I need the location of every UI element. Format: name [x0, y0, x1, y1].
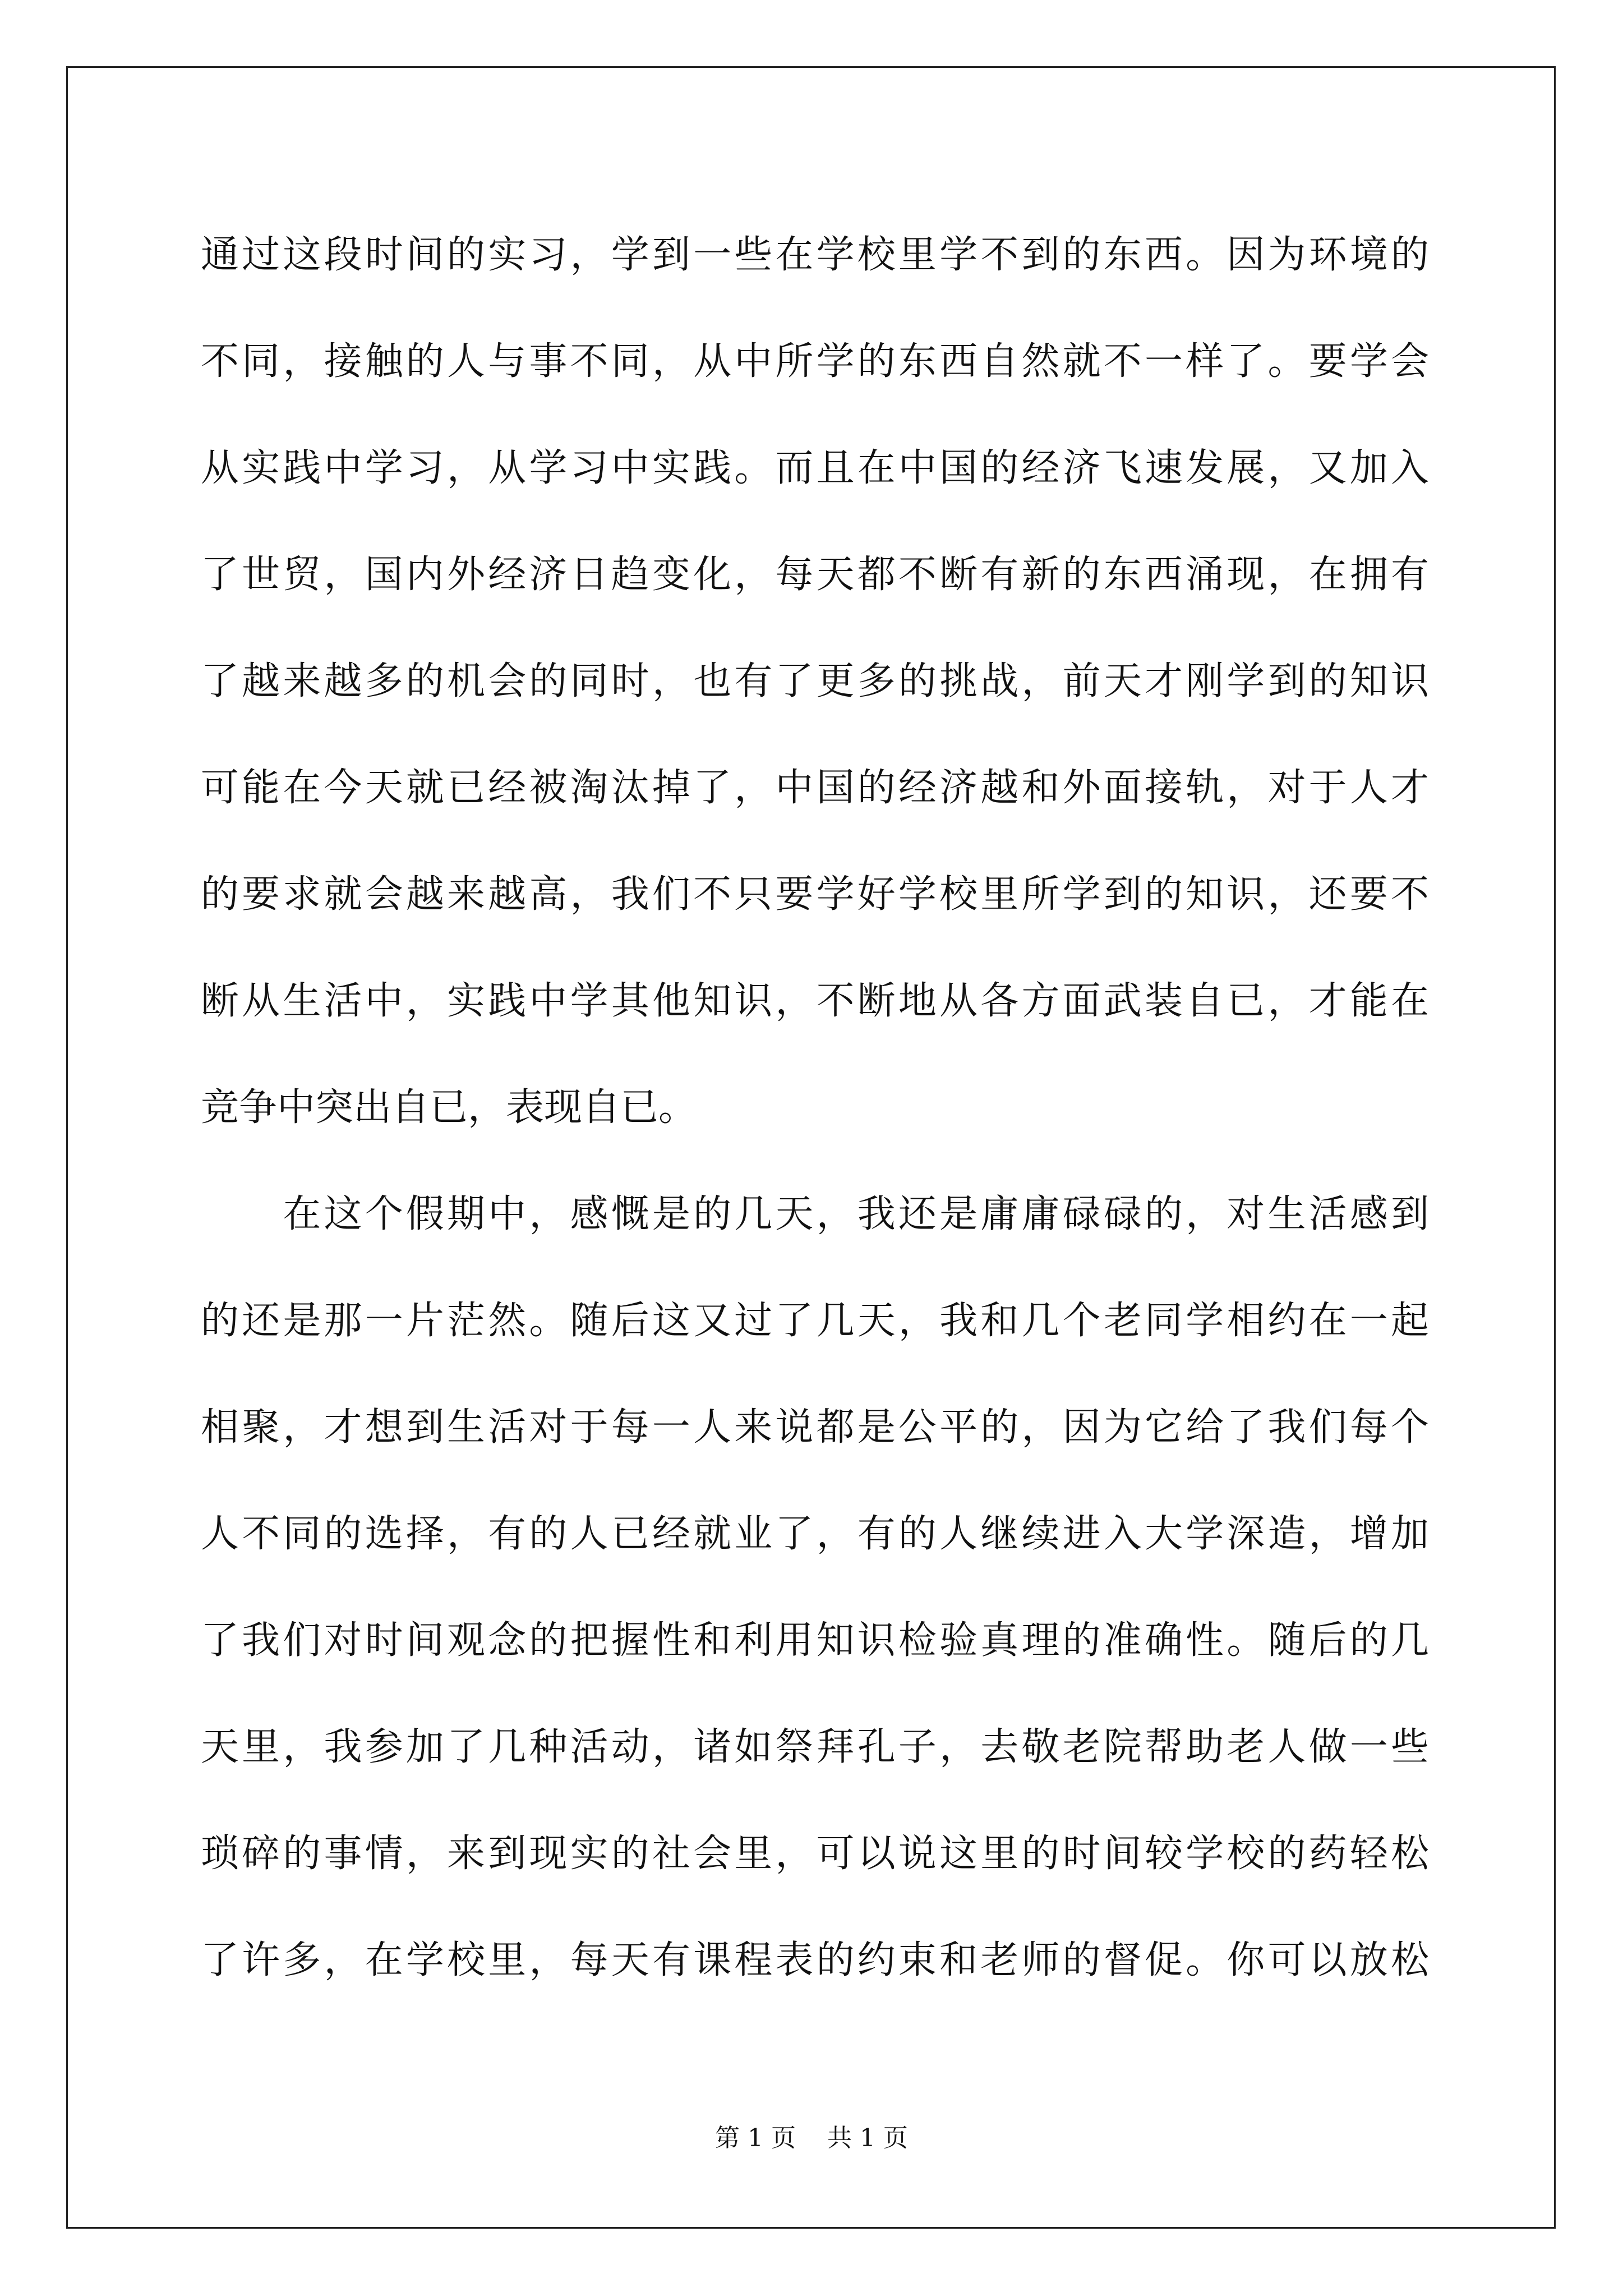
text-line: 了越来越多的机会的同时，也有了更多的挑战，前天才刚学到的知识	[201, 659, 1429, 703]
paragraph-1	[201, 202, 1429, 1161]
text-line: 竞争中突出自已，表现自已。	[201, 1085, 697, 1130]
text-line: 从实践中学习，从学习中实践。而且在中国的经济飞速发展，又加入	[201, 446, 1429, 490]
text-line: 了我们对时间观念的把握性和利用知识检验真理的准确性。随后的几	[201, 1618, 1429, 1663]
text-line: 琐碎的事情，来到现实的社会里，可以说这里的时间较学校的药轻松	[201, 1832, 1429, 1876]
text-line: 了许多，在学校里，每天有课程表的约束和老师的督促。你可以放松	[201, 1938, 1429, 1982]
text-line: 的要求就会越来越高，我们不只要学好学校里所学到的知识，还要不	[201, 872, 1429, 917]
page-total: 共 1 页	[827, 2124, 908, 2152]
paragraph-2	[201, 1161, 1429, 2014]
page-number: 第 1 页	[715, 2124, 796, 2152]
text-line: 了世贸，国内外经济日趋变化，每天都不断有新的东西涌现，在拥有	[201, 553, 1429, 597]
text-line: 在这个假期中，感慨是的几天，我还是庸庸碌碌的，对生活感到	[201, 1192, 1429, 1236]
text-line: 相聚，才想到生活对于每一人来说都是公平的，因为它给了我们每个	[201, 1405, 1429, 1450]
text-line: 的还是那一片茫然。随后这又过了几天，我和几个老同学相约在一起	[201, 1299, 1429, 1343]
text-line: 通过这段时间的实习，学到一些在学校里学不到的东西。因为环境的	[201, 233, 1429, 277]
text-line: 断从生活中，实践中学其他知识，不断地从各方面武装自已，才能在	[201, 979, 1429, 1023]
page-footer	[0, 2122, 1623, 2155]
document-body	[201, 202, 1429, 2014]
text-line: 不同，接触的人与事不同，从中所学的东西自然就不一样了。要学会	[201, 339, 1429, 384]
text-line: 天里，我参加了几种活动，诸如祭拜孔子，去敬老院帮助老人做一些	[201, 1725, 1429, 1769]
text-line: 人不同的选择，有的人已经就业了，有的人继续进入大学深造，增加	[201, 1512, 1429, 1556]
text-line: 可能在今天就已经被淘汰掉了，中国的经济越和外面接轨，对于人才	[201, 766, 1429, 810]
